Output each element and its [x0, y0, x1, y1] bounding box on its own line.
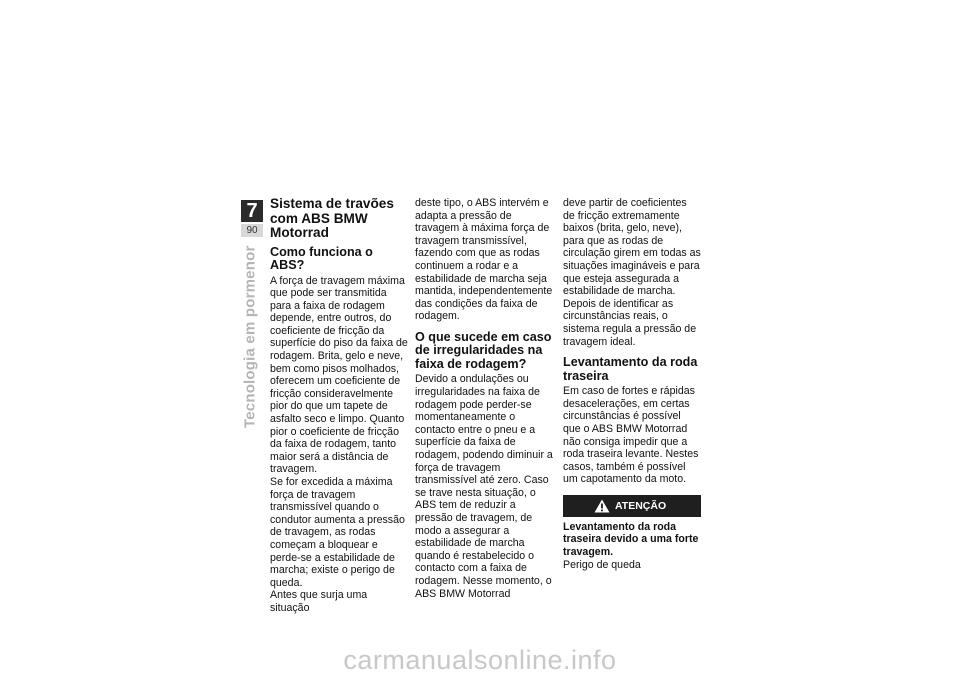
section-heading-abs: Sistema de travões com ABS BMW Motorrad [270, 196, 394, 240]
page-number: 90 [241, 224, 263, 237]
chapter-side-label [236, 245, 264, 428]
warning-text: Perigo de queda [563, 558, 641, 571]
paragraph: Se for excedida a máxima força de travagem transmissível quando o condutor aumenta a pressão de travagem, as rodas começam a bloquear e perde-se a estabilidade de marcha; existe o perigo de queda. [270, 476, 405, 589]
paragraph: Em caso de fortes e rápidas desacelerações, em certas circunstâncias é possível que o ABS BMW Motorrad não consiga impedir que a roda traseira levante. Nestes casos, também é possível um capotamento da moto. [563, 385, 699, 486]
paragraph: Antes que surja uma situação [270, 589, 368, 614]
watermark: carmanualsonline.info [343, 645, 617, 675]
chapter-title: Tecnologia em pormenor [241, 245, 259, 428]
subheading-how-abs-works: Como funciona o ABS? [270, 244, 373, 272]
warning-triangle-icon [594, 499, 610, 513]
column-1 [270, 197, 408, 615]
paragraph: deste tipo, o ABS intervém e adapta a pressão de travagem à máxima força de travagem transmissível, fazendo com que as rodas continuem a rodar e a estabilidade de marcha seja mantida, independentemente das condições da faixa de rodagem. [415, 197, 553, 323]
paragraph: deve partir de coeficientes de fricção extremamente baixos (brita, gelo, neve), para que as rodas de circulação girem em todas as situações imagináveis e para que esteja assegurada a estabilidade de marcha. Depois de identificar as circunstâncias reais, o sistema regula a pressão de travagem ideal. [563, 197, 701, 348]
subheading-rear-wheel-lift: Levantamento da roda traseira [563, 355, 698, 383]
paragraph: A força de travagem máxima que pode ser transmitida para a faixa de rodagem depende, entre outros, do coeficiente de fricção da superfície do piso da faixa de rodagem. Brita, gelo e neve, bem como pisos molhados, oferecem um coeficiente de fricção consideravelmente pior do que um tapete de asfalto seco e limpo. Quanto pior o coeficiente de fricção da faixa de rodagem, tanto maior será a distância de travagem. [270, 274, 408, 476]
warning-banner [563, 495, 701, 517]
chapter-number: 7 [241, 200, 263, 222]
paragraph: Devido a ondulações ou irregularidades na faixa de rodagem pode perder-se momentaneamente o contacto entre o pneu e a superfície da faixa de rodagem, podendo diminuir a força de travagem transmissível até zero. Caso se trave nesta situação, o ABS tem de reduzir a pressão de travagem, de modo a assegurar a estabilidade de marcha quando é restabelecido o contacto com a faixa de rodagem. Nesse momento, o ABS BMW Motorrad [415, 373, 553, 600]
column-2 [415, 197, 553, 600]
warning-label: ATENÇÃO [615, 499, 667, 512]
warning-title: Levantamento da roda traseira devido a uma forte travagem. [563, 520, 699, 559]
column-3 [563, 197, 701, 571]
subheading-irregularities: O que sucede em caso de irregularidades na faixa de rodagem? [415, 329, 552, 371]
